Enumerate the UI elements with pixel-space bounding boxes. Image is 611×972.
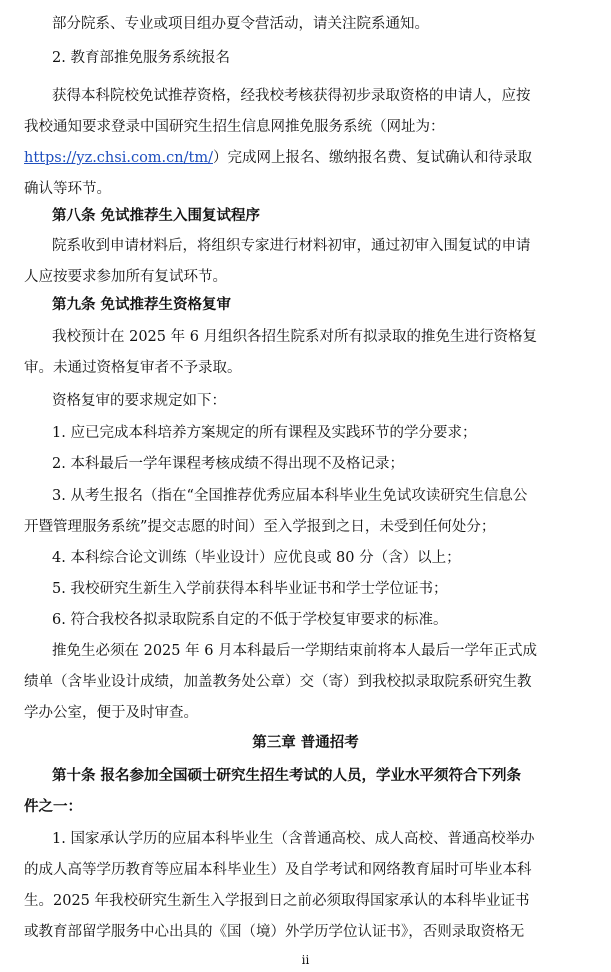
text-line: 或教育部留学服务中心出具的《国（境）外学历学位认证书》，否则录取资格无 (24, 924, 525, 940)
text-line: 资格复审的要求规定如下： (52, 393, 226, 409)
text-line: 部分院系、专业或项目组办夏令营活动，请关注院系通知。 (52, 16, 429, 32)
text-line (24, 148, 589, 168)
text-line: 推免生必须在 2025 年 6 月本科最后一学期结束前将本人最后一学年正式成 (52, 643, 538, 659)
text-line: 学办公室，便于及时审查。 (24, 705, 198, 721)
text-line: 人应按要求参加所有复试环节。 (24, 269, 227, 285)
text-line: 的成人高等学历教育等应届本科毕业生）及自学考试和网络教育届时可毕业本科 (24, 862, 532, 878)
list-item: 4. 本科综合论文训练（毕业设计）应优良或 80 分（含）以上； (52, 550, 461, 566)
list-item: 3. 从考生报名（指在“全国推荐优秀应届本科毕业生免试攻读研究生信息公 (52, 488, 528, 504)
article-heading-continuation: 件之一： (24, 798, 82, 815)
text-line: 审。未通过资格复审者不予录取。 (24, 360, 242, 376)
text-line-rest: ）完成网上报名、缴纳报名费、复试确认和待录取 (212, 150, 532, 166)
page-number: ii (301, 953, 310, 967)
text-line: 生。2025 年我校研究生新生入学报到日之前必须取得国家承认的本科毕业证书 (24, 893, 530, 909)
list-item: 5. 我校研究生新生入学前获得本科毕业证书和学士学位证书； (52, 581, 448, 597)
list-item: 2. 本科最后一学年课程考核成绩不得出现不及格记录； (52, 456, 404, 472)
list-item: 1. 国家承认学历的应届本科毕业生（含普通高校、成人高校、普通高校举办 (52, 831, 535, 847)
list-item: 1. 应已完成本科培养方案规定的所有课程及实践环节的学分要求； (52, 425, 477, 441)
section-heading: 2. 教育部推免服务系统报名 (52, 50, 230, 66)
text-line: 我校通知要求登录中国研究生招生信息网推免服务系统（网址为： (24, 119, 445, 135)
article-heading: 第九条 免试推荐生资格复审 (52, 296, 232, 313)
text-line: 院系收到申请材料后，将组织专家进行材料初审，通过初审入围复试的申请 (52, 238, 531, 254)
yz-chsi-link[interactable]: https://yz.chsi.com.cn/tm/ (24, 150, 213, 166)
text-line: 我校预计在 2025 年 6 月组织各招生院系对所有拟录取的推免生进行资格复 (52, 329, 538, 345)
text-line: 绩单（含毕业设计成绩，加盖教务处公章）交（寄）到我校拟录取院系研究生教 (24, 674, 532, 690)
article-heading: 第八条 免试推荐生入围复试程序 (52, 207, 261, 224)
article-heading: 第十条 报名参加全国硕士研究生招生考试的人员，学业水平须符合下列条 (52, 767, 522, 784)
text-line: 获得本科院校免试推荐资格，经我校考核获得初步录取资格的申请人，应按 (52, 88, 531, 104)
text-line: 确认等环节。 (24, 181, 111, 197)
list-item: 6. 符合我校各拟录取院系自定的不低于学校复审要求的标准。 (52, 612, 448, 628)
chapter-heading: 第三章 普通招考 (252, 734, 359, 751)
list-item-continuation: 开暨管理服务系统”提交志愿的时间）至入学报到之日，未受到任何处分； (24, 519, 496, 535)
